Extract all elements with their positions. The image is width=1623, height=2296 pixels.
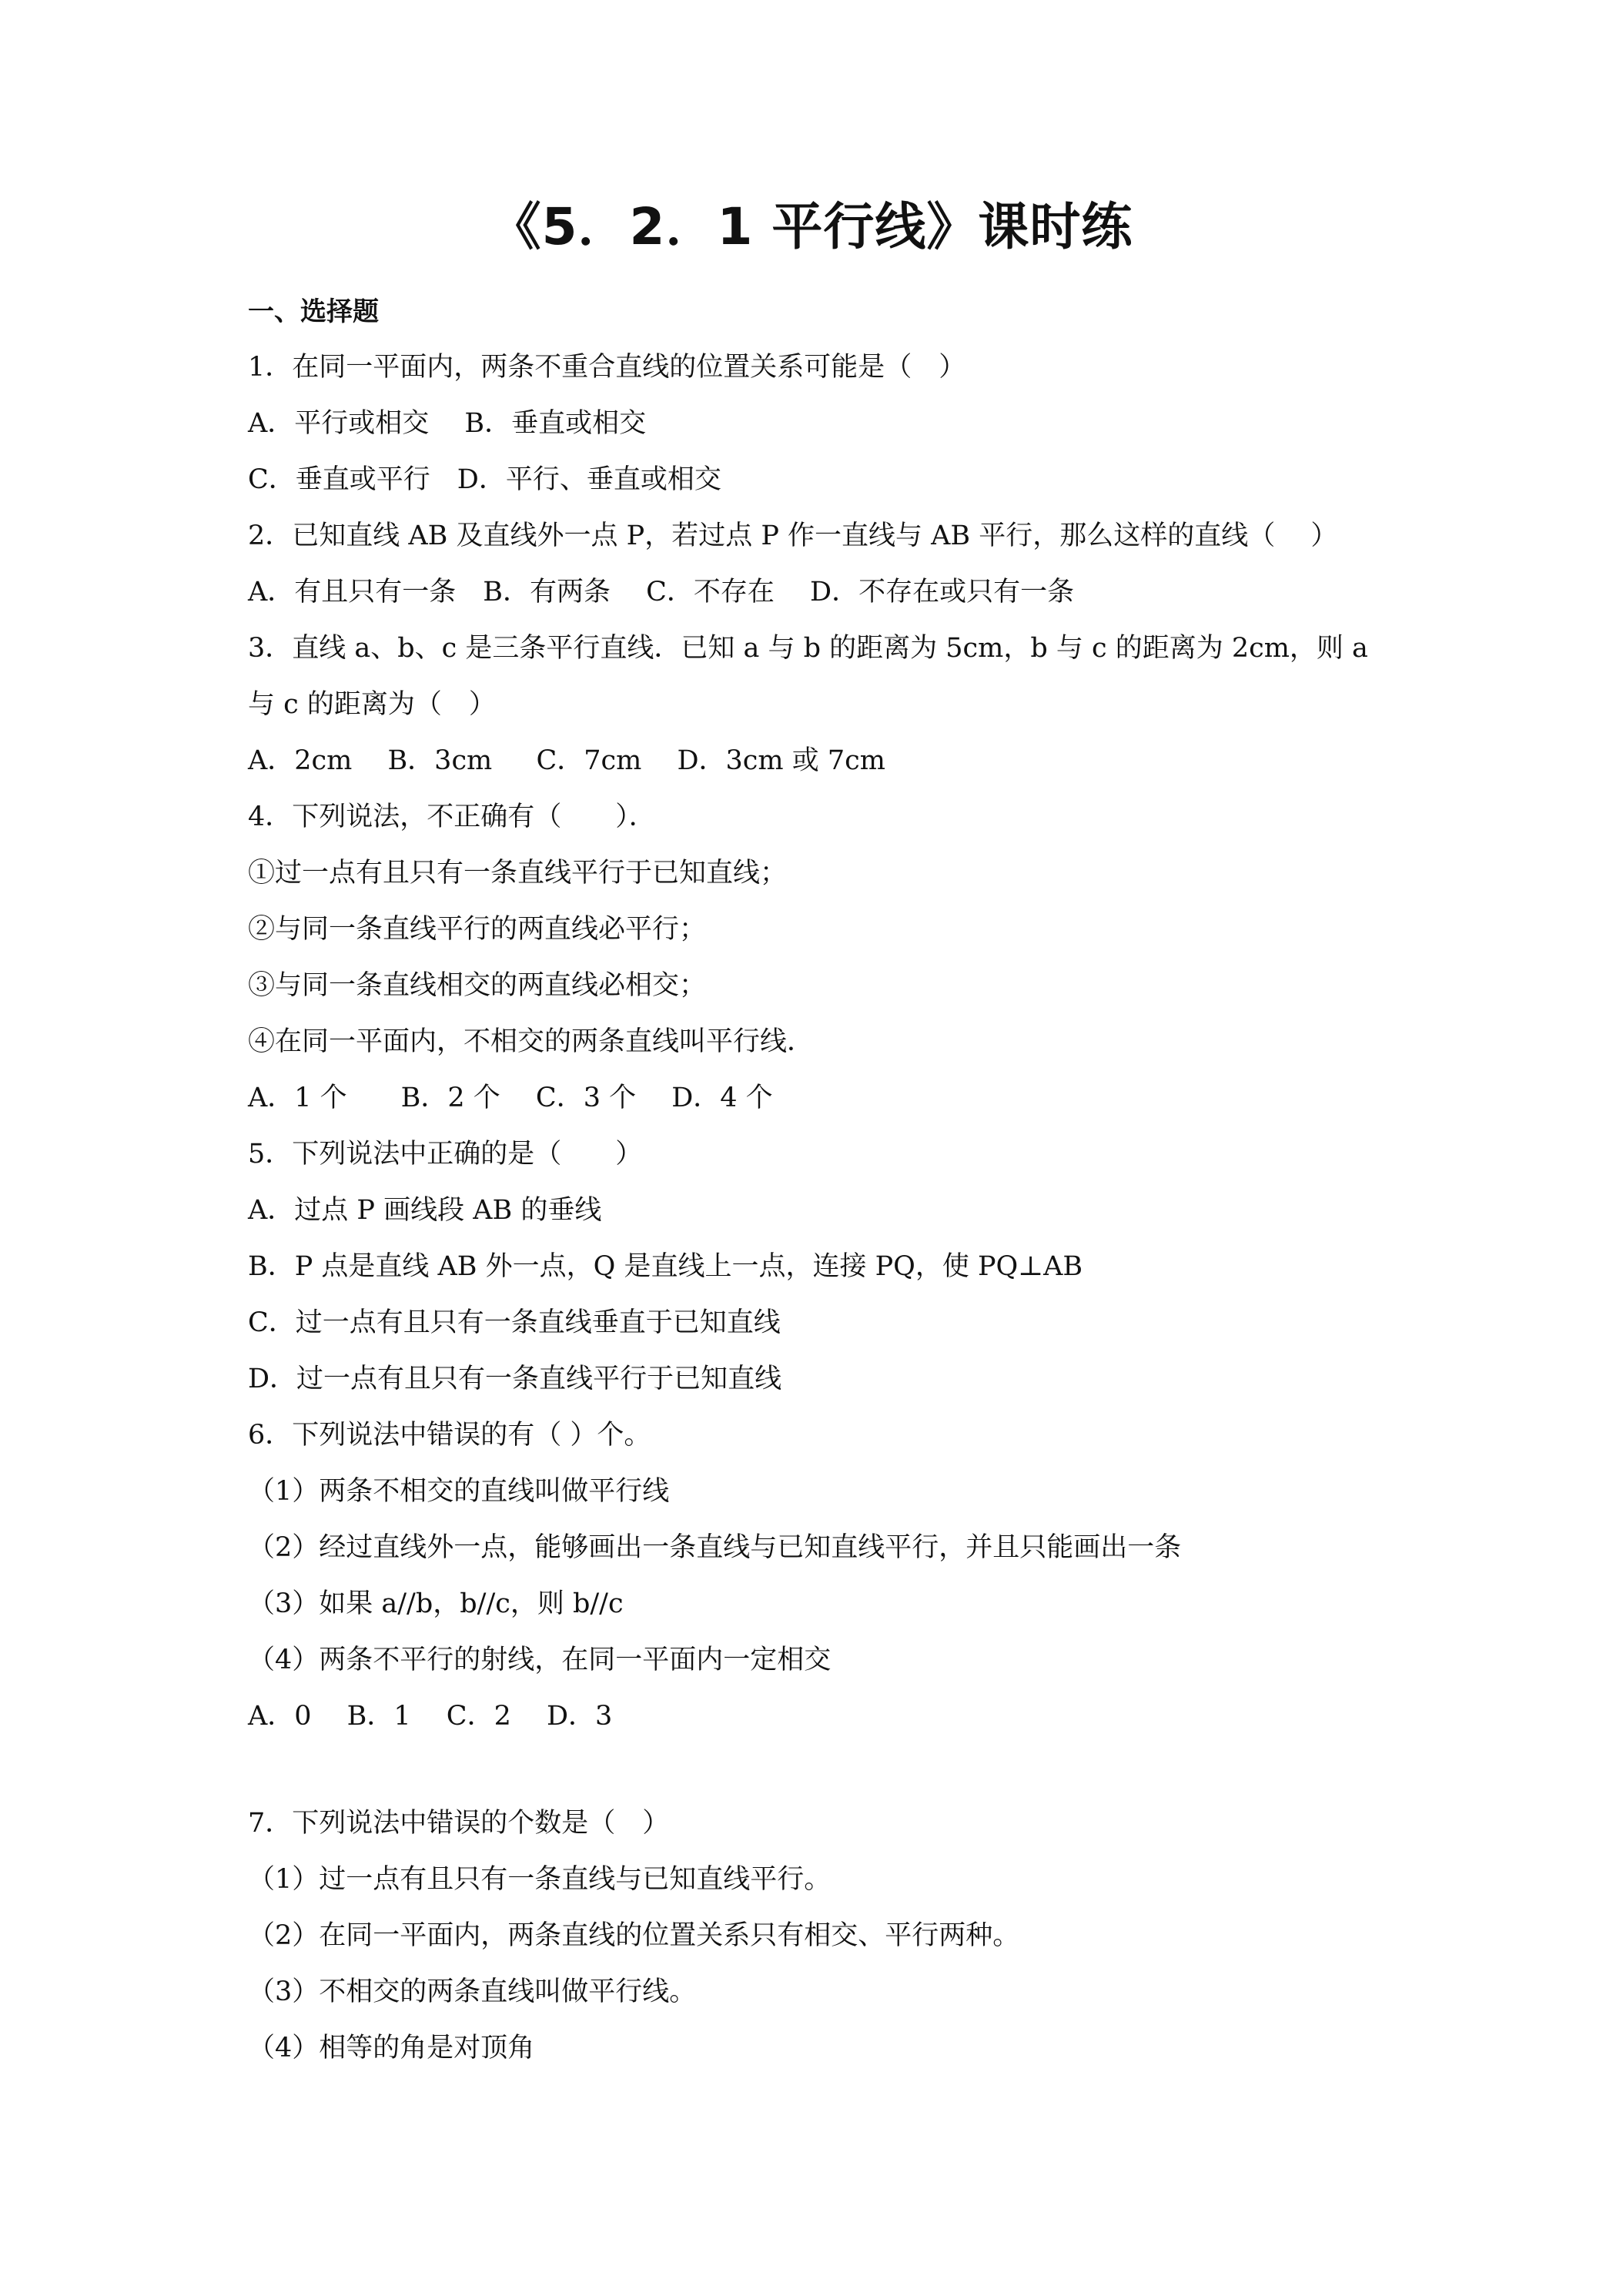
question-4-statement-4: ④在同一平面内，不相交的两条直线叫平行线． [248,1026,815,1057]
exercise-content [248,293,1403,2085]
question-1-options-cd: C．垂直或平行 D．平行、垂直或相交 [248,464,721,495]
question-2-options: A．有且只有一条 B．有两条 C．不存在 D．不存在或只有一条 [248,577,1075,607]
question-3-options: A．2cm B．3cm C．7cm D．3cm 或 7cm [248,745,885,776]
question-4-statement-2: ②与同一条直线平行的两直线必平行； [248,914,707,945]
question-4-statement-1: ①过一点有且只有一条直线平行于已知直线； [248,858,788,889]
question-6-options: A．0 B．1 C．2 D．3 [248,1701,613,1732]
question-7-statement-4: （4）相等的角是对顶角 [248,2033,535,2063]
question-3-line-2: 与 c 的距离为（ ） [248,689,496,720]
question-5-option-d: D．过一点有且只有一条直线平行于已知直线 [248,1364,782,1394]
question-7: 7．下列说法中错误的个数是（ ） [248,1808,670,1839]
question-4-options: A．1 个 B．2 个 C．3 个 D．4 个 [248,1083,773,1113]
question-5-option-c: C．过一点有且只有一条直线垂直于已知直线 [248,1307,781,1338]
question-4-statement-3: ③与同一条直线相交的两直线必相交； [248,970,707,1001]
blank-gap [248,1753,1403,1804]
question-1: 1．在同一平面内，两条不重合直线的位置关系可能是（ ） [248,352,966,383]
page-title: 《5．2．1 平行线》课时练 [490,197,1133,256]
question-1-options-ab: A．平行或相交 B．垂直或相交 [248,408,647,439]
question-7-statement-1: （1）过一点有且只有一条直线与已知直线平行。 [248,1864,832,1895]
question-6-statement-4: （4）两条不平行的射线，在同一平面内一定相交 [248,1645,832,1675]
question-5: 5．下列说法中正确的是（ ） [248,1139,643,1170]
question-6-statement-3: （3）如果 a//b，b//c，则 b//c [248,1588,624,1619]
question-7-statement-3: （3）不相交的两条直线叫做平行线。 [248,1976,697,2007]
question-5-option-b: B．P 点是直线 AB 外一点，Q 是直线上一点，连接 PQ，使 PQ⊥AB [248,1251,1083,1282]
question-4: 4．下列说法，不正确有（ ）． [248,802,656,832]
question-2: 2．已知直线 AB 及直线外一点 P，若过点 P 作一直线与 AB 平行，那么这样的直线（ ） [248,520,1338,551]
question-6: 6．下列说法中错误的有（ ）个。 [248,1420,651,1451]
question-6-statement-2: （2）经过直线外一点，能够画出一条直线与已知直线平行，并且只能画出一条 [248,1532,1182,1563]
question-3-line-1: 3．直线 a、b、c 是三条平行直线．已知 a 与 b 的距离为 5cm，b 与 c 的距离为 2cm，则 a [248,633,1368,664]
question-7-statement-2: （2）在同一平面内，两条直线的位置关系只有相交、平行两种。 [248,1920,1020,1951]
question-6-statement-1: （1）两条不相交的直线叫做平行线 [248,1476,670,1507]
section-heading: 一、选择题 [248,296,379,327]
question-5-option-a: A．过点 P 画线段 AB 的垂线 [248,1195,602,1226]
